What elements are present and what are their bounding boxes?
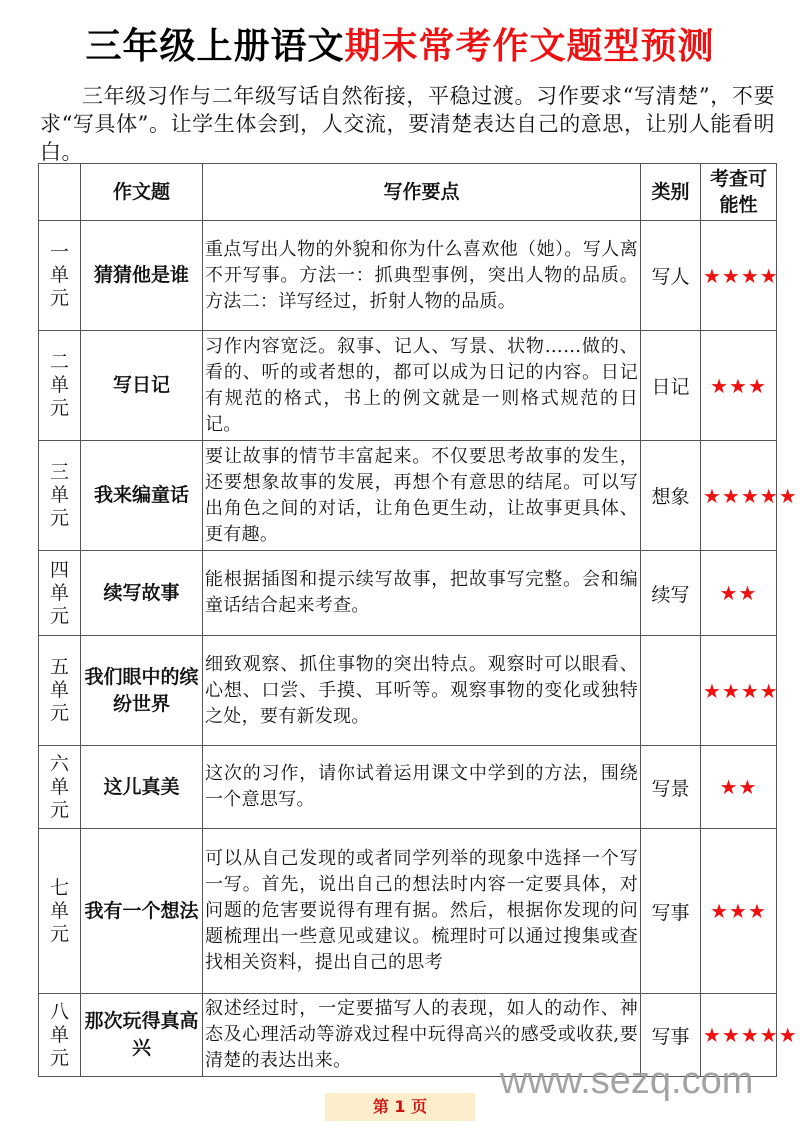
star-rating: ★★★★★ [701, 994, 777, 1077]
page-title [0, 22, 800, 72]
unit-cell: 一单元 [39, 221, 81, 331]
unit-cell: 二单元 [39, 331, 81, 441]
unit-cell: 六单元 [39, 746, 81, 829]
table-row [39, 829, 777, 994]
topic-cell: 那次玩得真高兴 [81, 994, 203, 1077]
category-cell: 写景 [641, 746, 701, 829]
points-cell: 这次的习作，请你试着运用课文中学到的方法，围绕一个意思写。 [203, 746, 641, 829]
topic-cell: 猜猜他是谁 [81, 221, 203, 331]
unit-cell: 三单元 [39, 441, 81, 551]
intro-paragraph: 三年级习作与二年级写话自然衔接，平稳过渡。习作要求“写清楚”，不要求“写具体”。让学生体会到，人交流，要清楚表达自己的意思，让别人能看明白。 [40, 84, 775, 164]
table-row [39, 746, 777, 829]
unit-cell: 八单元 [39, 994, 81, 1077]
unit-cell: 七单元 [39, 829, 81, 994]
category-cell: 写人 [641, 221, 701, 331]
topic-cell: 这儿真美 [81, 746, 203, 829]
topic-cell: 我们眼中的缤纷世界 [81, 636, 203, 746]
table-row [39, 221, 777, 331]
table-row [39, 551, 777, 636]
category-cell: 日记 [641, 331, 701, 441]
watermark: www.sezq.com [500, 1060, 754, 1102]
topic-cell: 我来编童话 [81, 441, 203, 551]
category-cell: 续写 [641, 551, 701, 636]
header-topic: 作文题 [81, 164, 203, 221]
header-category: 类别 [641, 164, 701, 221]
category-cell: 写事 [641, 994, 701, 1077]
points-cell: 能根据插图和提示续写故事，把故事写完整。会和编童话结合起来考查。 [203, 551, 641, 636]
star-rating: ★★ [701, 551, 777, 636]
points-cell: 重点写出人物的外貌和你为什么喜欢他（她）。写人离不开写事。方法一：抓典型事例，突出人物的品质。方法二：详写经过，折射人物的品质。 [203, 221, 641, 331]
topic-cell: 写日记 [81, 331, 203, 441]
table-row [39, 441, 777, 551]
category-cell: 写事 [641, 829, 701, 994]
topic-cell: 我有一个想法 [81, 829, 203, 994]
points-cell: 叙述经过时，一定要描写人的表现，如人的动作、神态及心理活动等游戏过程中玩得高兴的感受或收获,要清楚的表达出来。 [203, 994, 641, 1077]
star-rating: ★★★ [701, 829, 777, 994]
essay-table [38, 163, 798, 1077]
title-black-part: 三年级上册语文 [85, 26, 345, 67]
points-cell: 细致观察、抓住事物的突出特点。观察时可以眼看、心想、口尝、手摸、耳听等。观察事物的变化或独特之处，要有新发现。 [203, 636, 641, 746]
category-cell [641, 636, 701, 746]
star-rating: ★★ [701, 746, 777, 829]
header-unit [39, 164, 81, 221]
title-red-part: 期末常考作文题型预测 [344, 26, 715, 67]
star-rating: ★★★★★ [701, 441, 777, 551]
table-row [39, 636, 777, 746]
star-rating: ★★★★ [701, 221, 777, 331]
topic-cell: 续写故事 [81, 551, 203, 636]
star-rating: ★★★ [701, 331, 777, 441]
unit-cell: 四单元 [39, 551, 81, 636]
points-cell: 可以从自己发现的或者同学列举的现象中选择一个写一写。首先，说出自己的想法时内容一定要具体，对问题的危害要说得有理有据。然后，根据你发现的问题梳理出一些意见或建议。梳理时可以通过搜集或查找相关资料，提出自己的思考 [203, 829, 641, 994]
category-cell: 想象 [641, 441, 701, 551]
table-row [39, 331, 777, 441]
page-number: 第 1 页 [325, 1093, 475, 1121]
star-rating: ★★★★ [701, 636, 777, 746]
points-cell: 习作内容宽泛。叙事、记人、写景、状物……做的、看的、听的或者想的，都可以成为日记的内容。日记有规范的格式，书上的例文就是一则格式规范的日记。 [203, 331, 641, 441]
points-cell: 要让故事的情节丰富起来。不仅要思考故事的发生，还要想象故事的发展，再想个有意思的结尾。可以写出角色之间的对话，让角色更生动，让故事更具体、更有趣。 [203, 441, 641, 551]
header-points: 写作要点 [203, 164, 641, 221]
header-likelihood: 考查可能性 [701, 164, 777, 221]
unit-cell: 五单元 [39, 636, 81, 746]
table-header-row [39, 164, 777, 221]
